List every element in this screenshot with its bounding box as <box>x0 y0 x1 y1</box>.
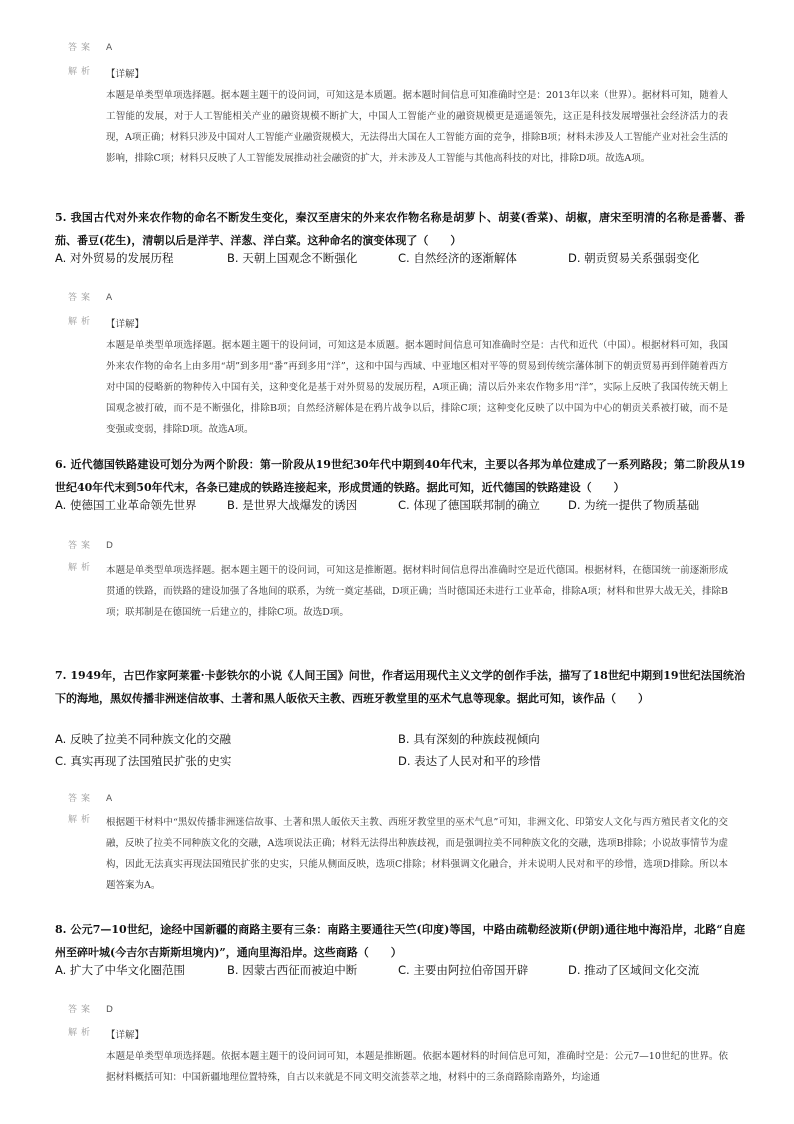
analysis-label: 解析 <box>68 815 95 825</box>
q6-analysis <box>68 560 728 623</box>
answer-value: A <box>106 43 113 53</box>
answer-label: 答案 <box>68 794 95 804</box>
analysis-text: 本题是单类型单项选择题。据本题主题干的设问词，可知这是推断题。据材料时间信息得出准确时空是近代德国。根据材料，在德国统一前逐渐形成贯通的铁路，而铁路的建设加强了各地间的联系，为统一奠定基础，D项正确；当时德国还未进行工业革命，排除A项；材料和世界大战无关，排除B项；联邦制是在德国统一后建立的，排除C项。故选D项。 <box>106 565 728 618</box>
q6-option-a[interactable]: A. 使德国工业革命领先世界 <box>55 498 197 512</box>
q6-options <box>55 497 745 519</box>
q6-option-b[interactable]: B. 是世界大战爆发的诱因 <box>227 498 358 512</box>
q7-option-d[interactable]: D. 表达了人民对和平的珍惜 <box>398 754 541 768</box>
q7-stem: 7. 1949年，古巴作家阿莱霍·卡彭铁尔的小说《人间王国》问世，作者运用现代主义文学的创作手法，描写了18世纪中期到19世纪法国统治下的海地，黑奴传播非洲迷信故事、土著和黑人皈依天主教、西班牙教堂里的巫术气息等现象。据此可知，该作品（ ） <box>55 669 745 705</box>
answer-value: D <box>106 1005 113 1015</box>
answer-label: 答案 <box>68 541 95 551</box>
analysis-label: 解析 <box>68 1028 95 1038</box>
q8-answer-row <box>68 1002 113 1015</box>
q6-stem: 6. 近代德国铁路建设可划分为两个阶段：第一阶段从19世纪30年代中期到40年代末，主要以各邦为单位建成了一系列路段；第二阶段从19世纪40年代末到50年代末，各条已建成的铁路连接起来，形成贯通的铁路。据此可知，近代德国的铁路建设（ ） <box>55 458 745 494</box>
q5-option-d[interactable]: D. 朝贡贸易关系强弱变化 <box>568 251 700 265</box>
q8-stem: 8. 公元7—10世纪，途经中国新疆的商路主要有三条：南路主要通往天竺(印度)等国，中路由疏勒经波斯(伊朗)通往地中海沿岸，北路“自庭州至碎叶城(今吉尔吉斯斯坦境内)”，通向里海沿岸。这些商路（ ） <box>55 923 745 959</box>
answer-label: 答案 <box>68 1005 95 1015</box>
q8-option-a[interactable]: A. 扩大了中华文化圈范围 <box>55 963 185 977</box>
q6-option-d[interactable]: D. 为统一提供了物质基础 <box>568 498 700 512</box>
q8-options <box>55 962 745 984</box>
q5-option-a[interactable]: A. 对外贸易的发展历程 <box>55 251 174 265</box>
q6-answer-row <box>68 538 113 551</box>
analysis-body <box>106 812 728 896</box>
q7-analysis <box>68 812 728 896</box>
q5-options <box>55 250 745 272</box>
analysis-body <box>106 1025 728 1088</box>
q7-option-a[interactable]: A. 反映了拉美不同种族文化的交融 <box>55 732 231 746</box>
q8-option-c[interactable]: C. 主要由阿拉伯帝国开辟 <box>398 963 529 977</box>
detail-heading: 【详解】 <box>106 69 145 80</box>
answer-value: A <box>106 293 113 303</box>
analysis-text: 根据题干材料中“黑奴传播非洲迷信故事、土著和黑人皈依天主教、西班牙教堂里的巫术气息”可知，非洲文化、印第安人文化与西方殖民者文化的交融，反映了拉美不同种族文化的交融，A选项说法正确；材料无法得出种族歧视，而是强调拉美不同种族文化的交融，选项B排除；小说故事情节为虚构，因此无法真实再现法国殖民扩张的史实，只能从侧面反映，选项C排除；材料强调文化融合，并未说明人民对和平的珍惜，选项D排除。所以本题答案为A。 <box>106 817 728 891</box>
q8-option-d[interactable]: D. 推动了区域间文化交流 <box>568 963 700 977</box>
answer-value: D <box>106 541 113 551</box>
analysis-text: 本题是单类型单项选择题。依据本题主题干的设问词可知，本题是推断题。依据本题材料的时间信息可知，准确时空是：公元7—10世纪的世界。依据材料概括可知：中国新疆地理位置特殊，自古以来就是不同文明交流荟萃之地，材料中的三条商路除南路外，均途通 <box>106 1051 728 1083</box>
analysis-label: 解析 <box>68 317 95 327</box>
q8-option-b[interactable]: B. 因蒙古西征而被迫中断 <box>227 963 358 977</box>
analysis-label: 解析 <box>68 67 95 77</box>
analysis-body <box>106 560 728 623</box>
q7-answer-row <box>68 791 112 804</box>
analysis-body <box>106 64 728 169</box>
q8-analysis <box>68 1025 728 1088</box>
q4-answer-row <box>68 40 112 53</box>
detail-heading: 【详解】 <box>106 1030 145 1041</box>
analysis-label: 解析 <box>68 563 95 573</box>
q6-option-c[interactable]: C. 体现了德国联邦制的确立 <box>398 498 540 512</box>
q5-option-c[interactable]: C. 自然经济的逐渐解体 <box>398 251 517 265</box>
q7-option-c[interactable]: C. 真实再现了法国殖民扩张的史实 <box>55 754 232 768</box>
detail-heading: 【详解】 <box>106 319 145 330</box>
q7-option-b[interactable]: B. 具有深刻的种族歧视倾向 <box>398 732 540 746</box>
q5-option-b[interactable]: B. 天朝上国观念不断强化 <box>227 251 358 265</box>
answer-label: 答案 <box>68 293 95 303</box>
q4-analysis <box>68 64 728 169</box>
q5-stem: 5. 我国古代对外来农作物的命名不断发生变化，秦汉至唐宋的外来农作物名称是胡萝卜、胡荽(香菜)、胡椒，唐宋至明清的名称是番薯、番茄、番豆(花生)，清朝以后是洋芋、洋葱、洋白菜。这种命名的演变体现了（ ） <box>55 211 745 247</box>
answer-value: A <box>106 794 113 804</box>
q5-answer-row <box>68 290 112 303</box>
analysis-body <box>106 314 728 440</box>
q5-analysis <box>68 314 728 440</box>
answer-label: 答案 <box>68 43 95 53</box>
analysis-text: 本题是单类型单项选择题。据本题主题干的设问词，可知这是本质题。据本题时间信息可知准确时空是：2013年以来（世界）。据材料可知，随着人工智能的发展，对于人工智能相关产业的融资规模不断扩大，中国人工智能产业的融资规模更是遥遥领先，这正是科技发展增强社会经济活力的表现，A项正确；材料只涉及中国对人工智能产业融资规模大，无法得出大国在人工智能方面的竞争，排除B项；材料未涉及人工智能产业对社会生活的影响，排除C项；材料只反映了人工智能发展推动社会融资的扩大，并未涉及人工智能与其他高科技的对比，排除D项。故选A项。 <box>106 90 728 164</box>
analysis-text: 本题是单类型单项选择题。据本题主题干的设问词，可知这是本质题。据本题时间信息可知准确时空是：古代和近代（中国）。根据材料可知，我国外来农作物的命名上由多用“胡”到多用“番”再到多用“洋”，这和中国与西域、中亚地区相对平等的贸易到传统宗藩体制下的朝贡贸易再到伴随着西方对中国的侵略新的物种传入中国有关，这种变化是基于对外贸易的发展历程，A项正确；清以后外来农作物多用“洋”，实际上反映了我国传统天朝上国观念被打破，而不是不断强化，排除B项；自然经济解体是在鸦片战争以后，排除C项；这种变化反映了以中国为中心的朝贡关系被打破，而不是变强或变弱，排除D项。故选A项。 <box>106 340 728 435</box>
